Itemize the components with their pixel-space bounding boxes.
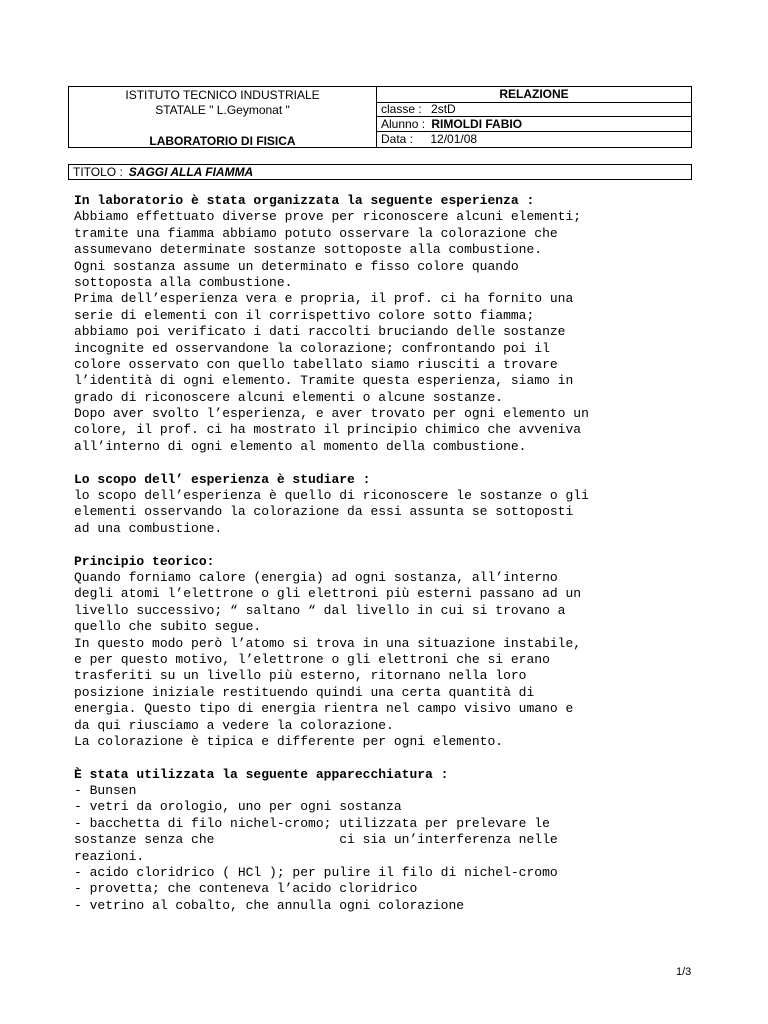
body-line: trasferiti su un livello più esterno, ritornano nella loro <box>74 668 527 684</box>
student-row <box>377 117 691 132</box>
body-line: - acido cloridrico ( HCl ); per pulire il filo di nichel-cromo <box>74 865 558 881</box>
class-label: classe : <box>381 102 422 116</box>
body-line: ad una combustione. <box>74 520 223 536</box>
body-line: all’interno di ogni elemento al momento della combustione. <box>74 438 527 454</box>
report-body <box>74 193 714 914</box>
page-number: 1/3 <box>676 966 692 978</box>
section-heading: Principio teorico: <box>74 553 215 569</box>
body-line: tramite una fiamma abbiamo potuto osservare la colorazione che <box>74 225 558 241</box>
body-line: In questo modo però l’atomo si trova in una situazione instabile, <box>74 635 582 651</box>
school-info-cell <box>69 87 377 147</box>
body-line: lo scopo dell’esperienza è quello di riconoscere le sostanze o gli <box>74 488 589 504</box>
section-heading: È stata utilizzata la seguente apparecchiatura : <box>74 766 449 782</box>
body-line: Prima dell’esperienza vera e propria, il prof. ci ha fornito una <box>74 291 574 307</box>
student-value: RIMOLDI FABIO <box>431 117 523 131</box>
body-line: energia. Questo tipo di energia rientra nel campo visivo umano e <box>74 701 574 717</box>
title-label: TITOLO : <box>73 165 123 179</box>
body-line: - bacchetta di filo nichel-cromo; utilizzata per prelevare le <box>74 815 550 831</box>
body-line: serie di elementi con il corrispettivo colore sotto fiamma; <box>74 307 535 323</box>
body-line: - provetta; che conteneva l’acido cloridrico <box>74 881 418 897</box>
date-value: 12/01/08 <box>430 132 478 146</box>
body-line: livello successivo; “ saltano “ dal livello in cui si trovano a <box>74 602 566 618</box>
body-line: assumevano determinate sostanze sottoposte alla combustione. <box>74 242 543 258</box>
class-value: 2stD <box>431 102 456 116</box>
title-value: SAGGI ALLA FIAMMA <box>128 165 254 179</box>
body-line: l’identità di ogni elemento. Tramite questa esperienza, siamo in <box>74 373 574 389</box>
date-row <box>377 132 691 147</box>
student-label: Alunno : <box>381 117 426 131</box>
section-heading: Lo scopo dell’ esperienza è studiare : <box>74 471 371 487</box>
body-line: grado di riconoscere alcuni elementi o alcune sostanze. <box>74 389 504 405</box>
blank-line <box>74 537 714 553</box>
body-line: - vetri da orologio, uno per ogni sostanza <box>74 799 402 815</box>
title-box <box>68 164 692 180</box>
body-line: - vetrino al cobalto, che annulla ogni colorazione <box>74 897 465 913</box>
body-line: La colorazione è tipica e differente per ogni elemento. <box>74 733 504 749</box>
body-line: e per questo motivo, l’elettrone o gli elettroni che si erano <box>74 651 550 667</box>
body-line: degli atomi l’elettrone o gli elettroni più esterni passano ad un <box>74 586 582 602</box>
body-line: colore, il prof. ci ha mostrato il principio chimico che avveniva <box>74 422 582 438</box>
body-line: quello che subito segue. <box>74 619 262 635</box>
report-info-cell <box>377 87 691 147</box>
body-line: Ogni sostanza assume un determinato e fisso colore quando <box>74 258 519 274</box>
class-row <box>377 102 691 117</box>
body-line: sostanze senza che ci sia un’interferenza nelle <box>74 832 558 848</box>
body-line: Quando forniamo calore (energia) ad ogni sostanza, all’interno <box>74 569 558 585</box>
body-line: - Bunsen <box>74 783 137 799</box>
blank-line <box>74 455 714 471</box>
body-line: sottoposta alla combustione. <box>74 274 293 290</box>
report-title: RELAZIONE <box>377 87 691 103</box>
body-line: elementi osservando la colorazione da essi assunta se sottoposti <box>74 504 574 520</box>
body-line: incognite ed osservandone la colorazione; confrontando poi il <box>74 340 550 356</box>
header-table <box>68 86 692 148</box>
body-line: posizione iniziale restituendo quindi una certa quantità di <box>74 684 535 700</box>
lab-name: LABORATORIO DI FISICA <box>149 134 296 148</box>
body-line: colore osservato con quello tabellato siamo riusciti a trovare <box>74 356 558 372</box>
section-heading: In laboratorio è stata organizzata la seguente esperienza : <box>74 193 535 208</box>
body-line: da qui riusciamo a vedere la colorazione. <box>74 717 394 733</box>
body-line: abbiamo poi verificato i dati raccolti bruciando delle sostanze <box>74 324 566 340</box>
school-name-line1: ISTITUTO TECNICO INDUSTRIALE <box>125 88 320 102</box>
blank-line <box>74 750 714 766</box>
body-line: Abbiamo effettuato diverse prove per riconoscere alcuni elementi; <box>74 209 582 225</box>
body-line: reazioni. <box>74 848 145 864</box>
date-label: Data : <box>381 132 414 146</box>
school-name-line2: STATALE " L.Geymonat " <box>155 103 290 117</box>
body-line: Dopo aver svolto l’esperienza, e aver trovato per ogni elemento un <box>74 406 589 422</box>
